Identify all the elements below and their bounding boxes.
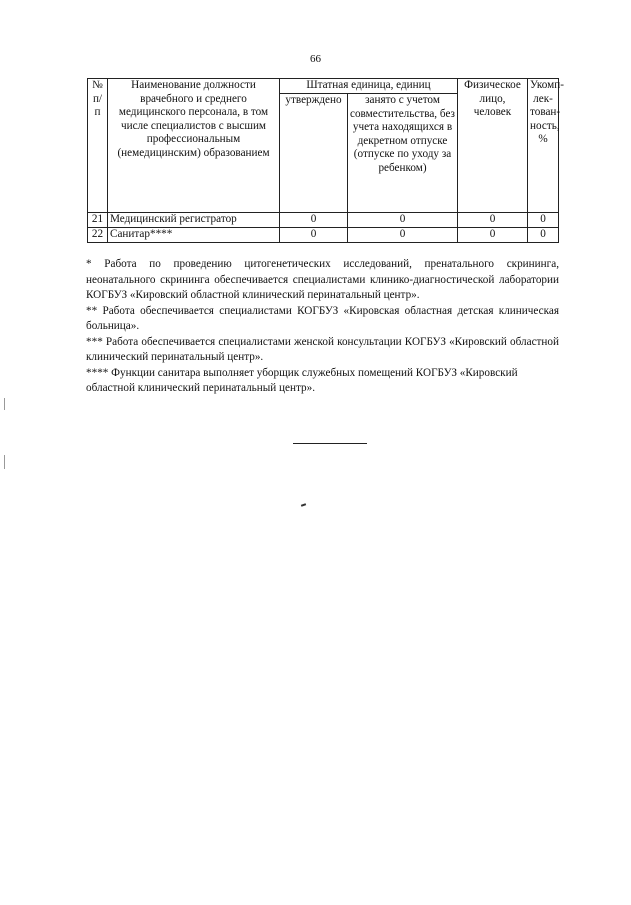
scan-margin-mark <box>4 455 5 469</box>
header-num: № п/п <box>88 79 108 213</box>
footnote-2: ** Работа обеспечивается специалистами КОГБУЗ «Кировская областная детская клиническая больница». <box>86 304 559 332</box>
staffing-table <box>87 78 564 243</box>
page-number: 66 <box>310 53 321 65</box>
row-num: 21 <box>88 213 108 228</box>
header-approved: утверждено <box>280 94 348 213</box>
row-position-name: Медицинский регистратор <box>108 213 280 228</box>
header-physical-persons: Физическое лицо, человек <box>458 79 528 213</box>
row-approved: 0 <box>280 228 348 243</box>
header-occupied: занято с учетом совместительства, без учета находящихся в декретном отпуске (отпуске по уходу за ребенком) <box>348 94 458 213</box>
row-occupied: 0 <box>348 228 458 243</box>
scan-speck <box>301 503 306 507</box>
row-completeness: 0 <box>528 228 559 243</box>
footnote-3: *** Работа обеспечивается специалистами женской консультации КОГБУЗ «Кировский областной клинический перинатальный центр». <box>86 335 559 363</box>
table-row <box>88 228 559 243</box>
row-approved: 0 <box>280 213 348 228</box>
separator-line <box>293 443 367 444</box>
row-occupied: 0 <box>348 213 458 228</box>
footnotes <box>86 257 559 397</box>
row-physical: 0 <box>458 228 528 243</box>
table-row <box>88 213 559 228</box>
footnote-4: **** Функции санитара выполняет уборщик служебных помещений КОГБУЗ «Кировский областной клинический перинатальный центр». <box>86 366 518 394</box>
header-completeness: Укомп-лек-тован-ность, % <box>528 79 559 213</box>
footnote-1: * Работа по проведению цитогенетических исследований, пренатального скрининга, неонатального скрининга обеспечивается специалистами клинико-диагностической лаборатории КОГБУЗ «Кировский областной клинический перинатальный центр». <box>86 258 559 301</box>
header-position-name: Наименование должности врачебного и среднего медицинского персонала, в том числе специалистов с высшим профессиональным (немедицинским) образованием <box>108 79 280 213</box>
row-physical: 0 <box>458 213 528 228</box>
row-position-name: Санитар**** <box>108 228 280 243</box>
header-staff-units: Штатная единица, единиц <box>280 79 458 94</box>
row-completeness: 0 <box>528 213 559 228</box>
row-num: 22 <box>88 228 108 243</box>
scan-margin-mark <box>4 398 5 410</box>
